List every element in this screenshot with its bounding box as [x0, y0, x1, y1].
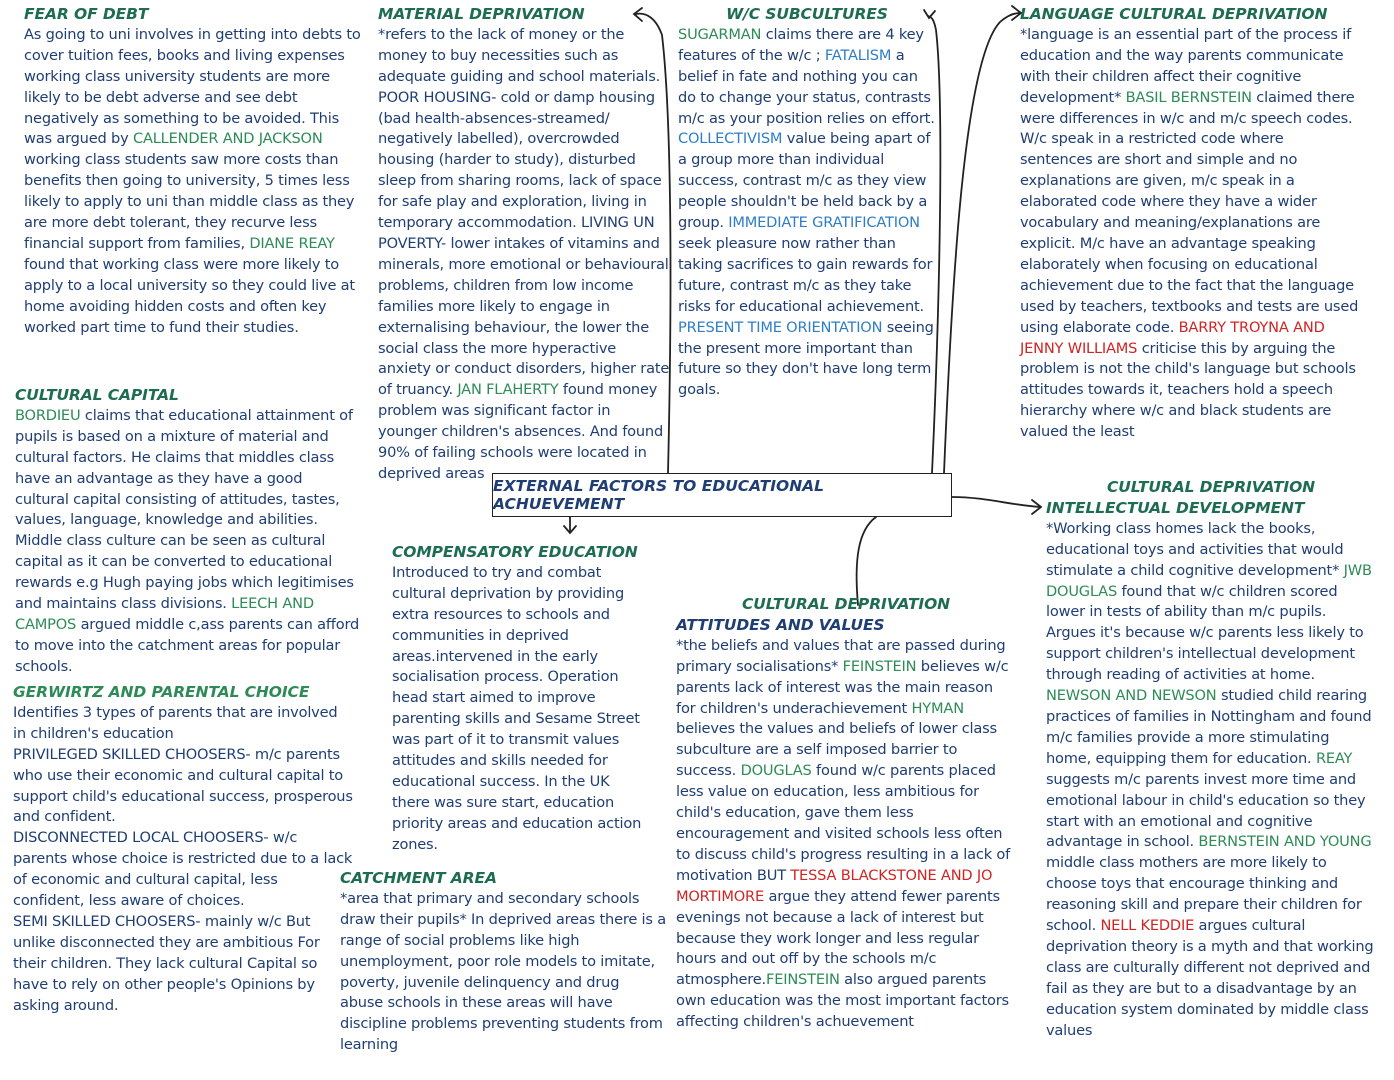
- term-present-time-orientation: PRESENT TIME ORIENTATION: [678, 318, 883, 336]
- intellectual-body: [1046, 519, 1376, 1042]
- name-sugarman: SUGARMAN: [678, 25, 762, 43]
- name-feinstein: FEINSTEIN: [842, 657, 917, 675]
- text: a belief in fate and nothing you can do to change your status, contrasts m/c as your position relies on effort.: [678, 46, 935, 127]
- term-semi-skilled: SEMI SKILLED CHOOSERS-: [13, 912, 201, 930]
- text: seeing the present more important than future so they don't have long term goals.: [678, 318, 934, 399]
- fear-of-debt-heading: FEAR OF DEBT: [24, 5, 149, 23]
- gerwirtz-semi-skilled: [13, 912, 353, 1017]
- intellectual-heading-1: CULTURAL DEPRIVATION: [1106, 478, 1316, 496]
- cultural-capital-body: [15, 406, 360, 678]
- intellectual-section: [1046, 477, 1376, 1041]
- compensatory-section: [392, 542, 642, 856]
- text: As going to uni involves in getting into debts to cover tuition fees, books and living expenses working class university students are more likely to be debt adverse and see debt negatively as something to be avoided. This was argued by: [24, 25, 361, 148]
- name-hyman: HYMAN: [911, 699, 964, 717]
- cultural-capital-heading: CULTURAL CAPITAL: [15, 386, 179, 404]
- fear-of-debt-section: [24, 4, 364, 339]
- intellectual-heading-2: INTELLECTUAL DEVELOPMENT: [1046, 498, 1305, 517]
- arrowhead-intellectual: [1032, 500, 1041, 514]
- language-body: [1020, 25, 1360, 443]
- name-newson-newson: NEWSON AND NEWSON: [1046, 687, 1217, 705]
- compensatory-body: Introduced to try and combat cultural deprivation by providing extra resources to schools and communities in deprived areas.intervened in the early socialisation process. Operation head start aimed to improve parenting skills and Sesame Street was part of it to transmit values attitudes and skills needed for educational success. In the UK there was sure start, education priority areas and education action zones.: [392, 563, 642, 853]
- text: believes w/c parents lack of interest was the main reason for children's underachievement: [676, 657, 1009, 717]
- text: suggests m/c parents invest more time and emotional labour in child's education so they start with an emotional and cognitive advantage in school.: [1046, 770, 1366, 851]
- text: seek pleasure now rather than taking sacrifices to gain rewards for future, contrast m/c as they take risks for educational achievement.: [678, 234, 933, 315]
- text: found that working class were more likely to apply to a local university so they could live at home avoiding hidden costs and often key worked part time to fund their studies.: [24, 255, 355, 336]
- compensatory-heading: COMPENSATORY EDUCATION: [392, 543, 638, 561]
- term-immediate-gratification: IMMEDIATE GRATIFICATION: [728, 214, 920, 232]
- name-feinstein-2: FEINSTEIN: [766, 971, 840, 989]
- material-deprivation-section: [378, 4, 670, 485]
- name-callender-jackson: CALLENDER AND JACKSON: [132, 130, 323, 148]
- center-title: EXTERNAL FACTORS TO EDUCATIONAL ACHUEVEMENT: [492, 473, 952, 517]
- text: *refers to the lack of money or the money to buy necessities such as adequate guiding and school materials.: [378, 25, 661, 85]
- arrow-to-language: [944, 13, 1020, 473]
- gerwirtz-privileged: [13, 745, 353, 829]
- material-deprivation-body: [378, 25, 670, 485]
- text: *Working class homes lack the books, educational toys and activities that would stimulate a child cognitive development*: [1046, 519, 1344, 579]
- text: lower intakes of vitamins and minerals, more emotional or behavioural problems, children from low income families more likely to engage in externalising behaviour, the lower the social class the more hyperactive anxiety or conduct disorders, higher rate of truancy.: [378, 234, 670, 399]
- name-douglas: DOUGLAS: [740, 762, 812, 780]
- text: argued middle c,ass parents can afford to move into the catchment areas for popular schools.: [15, 615, 360, 675]
- term-poor-housing: POOR HOUSING-: [378, 88, 497, 106]
- text: w/c parents whose choice is restricted due to a lack of economic and cultural capital, less confident, less aware of choices.: [13, 829, 353, 910]
- attitudes-heading-1: CULTURAL DEPRIVATION: [741, 595, 951, 613]
- text: argues cultural deprivation theory is a myth and that working class are culturally different not deprived and fail as they are but to a disadvantage by an education system dominated by middle class values: [1046, 917, 1374, 1039]
- name-leech-campos: LEECH AND CAMPOS: [15, 595, 314, 633]
- text: claimed there were differences in w/c and m/c speech codes. W/c speak in a restricted code where sentences are short and simple and no explanations are given, m/c speak in a elaborated code where they have a wider vocabulary and meaning/explanations are explicit. M/c have an advantage speaking elaborately when focusing on educational achievement due to the fact that the language used by teachers, textbooks and tests are used using elaborate code.: [1020, 88, 1359, 336]
- wc-subcultures-body: [678, 25, 936, 401]
- name-reay: REAY: [1315, 749, 1353, 767]
- arrowhead-compensatory: [564, 526, 576, 533]
- name-basil-bernstein: BASIL BERNSTEIN: [1125, 88, 1252, 106]
- arrow-to-intellectual: [952, 497, 1040, 507]
- text: also argued parents own education was the most important factors affecting children's achuevement: [676, 971, 1009, 1031]
- catchment-section: [340, 868, 666, 1056]
- term-living-in-poverty: LIVING UN POVERTY-: [378, 214, 655, 252]
- wc-subcultures-section: [678, 4, 936, 401]
- name-diane-reay: DIANE REAY: [249, 234, 335, 252]
- gerwirtz-section: [13, 682, 353, 1017]
- text: value being apart of a group more than individual success, contrast m/c as they view people shouldn't be held back by a group.: [678, 130, 931, 232]
- name-bernstein-young: BERNSTEIN AND YOUNG: [1198, 833, 1372, 851]
- text: claims there are 4 key features of the w/c ;: [678, 25, 924, 64]
- cultural-capital-section: [15, 385, 360, 678]
- text: found that w/c children scored lower in tests of ability than m/c pupils. Argues it's because w/c parents less likely to support children's intellectual development through reading of activities at home.: [1046, 582, 1364, 684]
- attitudes-section: [676, 594, 1016, 1033]
- text: middle class mothers are more likely to choose toys that encourage thinking and reasoning skill and prepare their children for school.: [1046, 854, 1362, 935]
- term-fatalism: FATALISM: [824, 46, 892, 64]
- arrow-to-attitudes: [857, 517, 876, 605]
- name-nell-keddie: NELL KEDDIE: [1100, 917, 1195, 935]
- text: believes the values and beliefs of lower class subculture are a self imposed barrier to success.: [676, 720, 997, 780]
- term-collectivism: COLLECTIVISM: [678, 130, 783, 148]
- fear-of-debt-body: [24, 25, 364, 339]
- text: cold or damp housing (bad health-absences-streamed/ negatively labelled), overcrowded housing (harder to study), disturbed sleep from sharing rooms, lack of space for safe play and exploration, living in temporary accommodation.: [378, 88, 662, 232]
- name-troyna-williams: BARRY TROYNA AND JENNY WILLIAMS: [1020, 318, 1325, 357]
- name-jan-flaherty: JAN FLAHERTY: [457, 381, 559, 399]
- text: found money problem was significant factor in younger children's absences. And found 90% of failing schools were located in deprived areas: [378, 381, 664, 482]
- attitudes-body: [676, 636, 1016, 1033]
- name-blackstone-mortimore: TESSA BLACKSTONE AND JO MORTIMORE: [676, 866, 993, 905]
- text: *language is an essential part of the process if education and the way parents communicate with their children affect their cognitive development*: [1020, 25, 1352, 106]
- text: mainly w/c But unlike disconnected they are ambitious For their children. They lack cultural Capital so have to rely on other people's Opinions by asking around.: [13, 912, 320, 1014]
- text: found w/c parents placed less value on education, less ambitious for child's education, gave them less encouragement and visited schools less often to discuss child's progress resulting in a lack of motivation BUT: [676, 762, 1011, 884]
- language-heading: LANGUAGE CULTURAL DEPRIVATION: [1020, 5, 1328, 23]
- language-section: [1020, 4, 1360, 443]
- text: studied child rearing practices of families in Nottingham and found m/c families provide a more stimulating home, equipping them for education.: [1046, 687, 1372, 767]
- text: m/c parents who use their economic and cultural capital to support child's educational success, prosperous and confident.: [13, 745, 353, 826]
- text: criticise this by arguing the problem is not the child's language but schools attitudes towards it, teachers hold a speech hierarchy where w/c and black students are valued the least: [1020, 339, 1356, 441]
- text: argue they attend fewer parents evenings not because a lack of interest but because they work longer and less regular hours and out off by the schools m/c atmosphere.: [676, 887, 1000, 989]
- material-deprivation-heading: MATERIAL DEPRIVATION: [378, 5, 585, 23]
- attitudes-heading-2: ATTITUDES AND VALUES: [676, 615, 885, 634]
- catchment-heading: CATCHMENT AREA: [340, 869, 497, 887]
- text: *the beliefs and values that are passed during primary socialisations*: [676, 636, 1006, 675]
- gerwirtz-heading: GERWIRTZ AND PARENTAL CHOICE: [13, 683, 310, 701]
- term-disconnected: DISCONNECTED LOCAL CHOOSERS-: [13, 829, 269, 847]
- text: claims that educational attainment of pupils is based on a mixture of material and cultural factors. He claims that middles class have an advantage as they have a good cultural capital consisting of attitudes, tastes, values, language, knowledge and abilities. Middle class culture can be seen as cultural capital as it can be converted to educational rewards e.g Hugh paying jobs which legitimises and maintains class divisions.: [15, 406, 354, 613]
- term-privileged: PRIVILEGED SKILLED CHOOSERS-: [13, 745, 251, 763]
- catchment-body: *area that primary and secondary schools draw their pupils* In deprived areas there is a range of social problems like high unemployment, poor role models to imitate, poverty, juvenile delinquency and drug abuse schools in these areas will have discipline problems preventing students from learning: [340, 889, 666, 1054]
- wc-subcultures-heading: W/C SUBCULTURES: [726, 5, 888, 23]
- name-bordieu: BORDIEU: [15, 406, 81, 424]
- name-jwb-douglas: JWB DOUGLAS: [1046, 561, 1372, 600]
- gerwirtz-disconnected: [13, 828, 353, 912]
- gerwirtz-intro: Identifies 3 types of parents that are involved in children's education: [13, 703, 338, 742]
- text: working class students saw more costs than benefits then going to university, 5 times less likely to apply to uni than middle class as they are more debt tolerant, they recurve less financial support from families,: [24, 151, 355, 252]
